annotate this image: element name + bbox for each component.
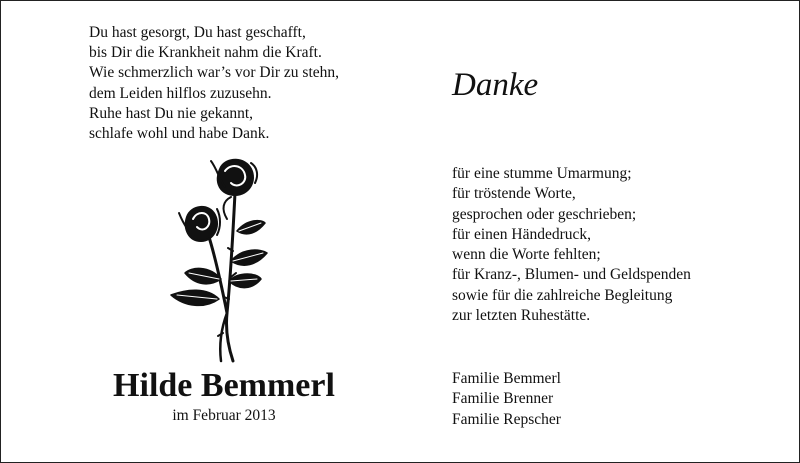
poem	[89, 23, 339, 144]
poem-line: bis Dir die Krankheit nahm die Kraft.	[89, 44, 322, 62]
thanks-heading: Danke	[452, 67, 539, 103]
rose-illustration	[161, 153, 281, 365]
thanks-line: gesprochen oder geschrieben;	[452, 205, 637, 223]
thanks-line: wenn die Worte fehlten;	[452, 246, 601, 264]
poem-line: schlafe wohl und habe Dank.	[89, 125, 270, 143]
thanks-line: für Kranz-, Blumen- und Geldspenden	[452, 266, 691, 284]
thanks-line: zur letzten Ruhestätte.	[452, 307, 591, 325]
signers	[452, 369, 561, 430]
thanks-line: für eine stumme Umarmung;	[452, 165, 632, 182]
poem-line: Ruhe hast Du nie gekannt,	[89, 104, 254, 122]
thanks-list	[452, 164, 691, 326]
thanks-line: für einen Händedruck,	[452, 225, 592, 243]
signer-family: Familie Bemmerl	[452, 370, 561, 387]
deceased-name: Hilde Bemmerl	[113, 367, 335, 404]
signer-family: Familie Repscher	[452, 410, 561, 428]
deceased-date: im Februar 2013	[172, 407, 276, 424]
poem-line: Wie schmerzlich war’s vor Dir zu stehn,	[89, 64, 340, 82]
signer-family: Familie Brenner	[452, 390, 554, 408]
thanks-line: für tröstende Worte,	[452, 185, 576, 203]
poem-line: dem Leiden hilflos zuzusehn.	[89, 84, 272, 102]
thanks-line: sowie für die zahlreiche Begleitung	[452, 286, 673, 304]
poem-line: Du hast gesorgt, Du hast geschafft,	[89, 24, 306, 41]
